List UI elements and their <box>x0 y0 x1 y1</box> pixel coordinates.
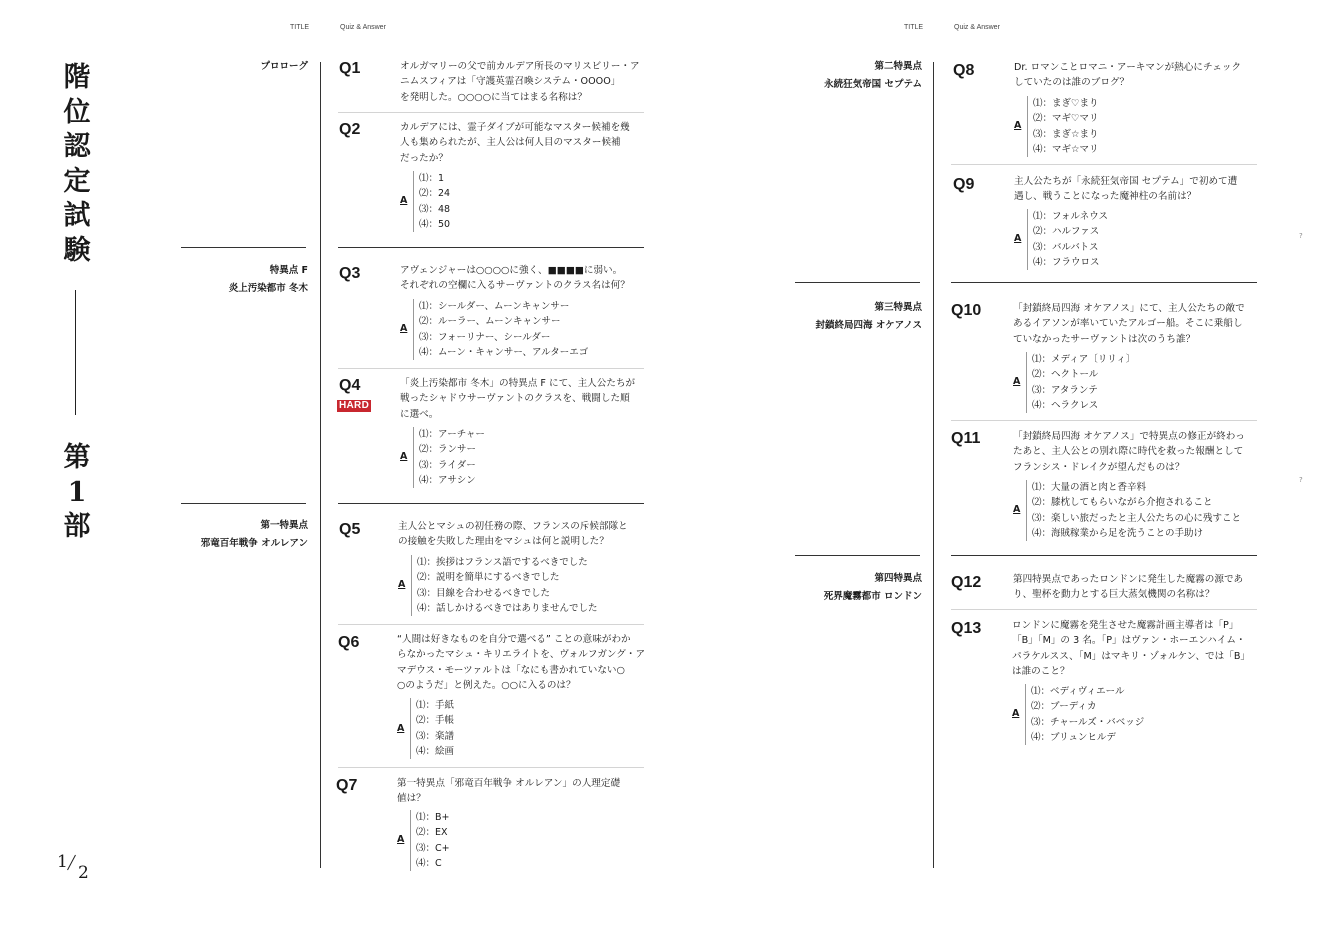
section-name: 封鎖終局四海 オケアノス <box>815 320 922 331</box>
question-text-line: ニムスフィアは「守護英霊召喚システム・OOOO」 <box>400 76 621 88</box>
section-label: 第一特異点 <box>260 520 308 531</box>
question-text <box>398 519 628 550</box>
question-text-line: を発明した。○○○○に当てはまる名称は？ <box>400 91 587 103</box>
answer-choices <box>1026 352 1135 413</box>
section-label: 第三特異点 <box>874 302 922 313</box>
answer-choice[interactable]: ⑵：ランサー <box>419 444 477 456</box>
section-line <box>951 555 1257 556</box>
answer-choice[interactable]: ⑵：ハルファス <box>1033 226 1100 238</box>
page-number-slash <box>67 855 76 870</box>
title-char: 第 <box>63 442 91 473</box>
answer-choice[interactable]: ⑴：大量の酒と肉と香辛料 <box>1032 482 1147 493</box>
question-text-line: に選べ。 <box>400 408 439 420</box>
question-text <box>397 632 645 693</box>
answer-choice[interactable]: ⑶：48 <box>419 203 451 215</box>
vertical-title-main <box>58 64 96 271</box>
answer-choice[interactable]: ⑷：C <box>416 857 442 869</box>
answer-choice[interactable]: ⑶：フォーリナー、シールダー <box>419 331 551 343</box>
answer-label: A <box>1014 120 1022 131</box>
header-subtitle-left: Quiz & Answer <box>340 24 386 31</box>
answer-choice[interactable]: ⑵：マギ♡マリ <box>1033 113 1099 125</box>
question-text-line: カルデアには、霊子ダイブが可能なマスター候補を幾 <box>400 122 630 133</box>
question-text-line: ロンドンに魔霧を発生させた魔霧計画主導者は「P」 <box>1012 620 1239 631</box>
section-line <box>181 503 306 504</box>
question-number: Q11 <box>951 430 981 447</box>
question-text-line: だったか？ <box>400 152 448 164</box>
section-name: 炎上汚染都市 冬木 <box>228 283 308 294</box>
question-text-line: あるイアソンが率いていたアルゴー船。そこに乗船し <box>1013 318 1243 330</box>
question-separator <box>338 112 644 113</box>
question-text <box>1014 60 1241 91</box>
section-title-orleans <box>180 517 308 553</box>
header-title-right: TITLE <box>904 24 924 31</box>
page-number-total: 2 <box>78 863 89 883</box>
question-text-line: パラケルスス、「M」はマキリ・ゾォルケン、では「B」 <box>1012 650 1251 662</box>
section-line <box>795 555 920 556</box>
answer-choice[interactable]: ⑷：絵画 <box>416 745 455 757</box>
question-text-line: 値は？ <box>397 793 426 805</box>
question-text <box>397 776 620 807</box>
answer-choice[interactable]: ⑴：B+ <box>416 812 450 823</box>
question-number: Q9 <box>953 176 975 193</box>
answer-choice[interactable]: ⑶：目線を合わせるべきでした <box>417 587 551 599</box>
answer-choices <box>410 698 454 759</box>
question-number: Q8 <box>953 62 975 79</box>
answer-choice[interactable]: ⑷：ブリュンヒルデ <box>1031 731 1116 743</box>
question-separator <box>338 624 644 625</box>
answer-choice[interactable]: ⑵：ルーラー、ムーンキャンサー <box>419 316 561 328</box>
question-text <box>400 263 630 294</box>
question-number: Q10 <box>951 302 982 319</box>
question-text-line: 「封鎖終局四海 オケアノス」で特異点の修正が終わっ <box>1013 431 1245 442</box>
answer-choice[interactable]: ⑴：アーチャー <box>419 429 485 440</box>
question-text-line: それぞれの空欄に入るサーヴァントのクラス名は何？ <box>400 280 630 292</box>
question-text <box>400 120 630 166</box>
question-text-line: フランシス・ドレイクが望んだものは？ <box>1013 461 1185 473</box>
answer-label: A <box>1013 504 1021 515</box>
question-text-line: たあと、主人公との別れ際に時代を救った報酬として <box>1013 446 1244 458</box>
answer-choice[interactable]: ⑷：アサシン <box>419 474 476 486</box>
answer-choices <box>413 171 450 232</box>
question-text <box>1013 301 1245 347</box>
answer-choice[interactable]: ⑵：手帳 <box>416 715 455 727</box>
answer-choice[interactable]: ⑴：ベディヴィエール <box>1031 686 1125 697</box>
question-text <box>1012 618 1250 679</box>
answer-choice[interactable]: ⑷：ヘラクレス <box>1032 399 1099 411</box>
margin-mark: ? <box>1299 476 1303 484</box>
answer-choice[interactable]: ⑷：話しかけるべきではありませんでした <box>417 602 598 614</box>
title-char: 1 <box>67 476 87 508</box>
answer-choice[interactable]: ⑶：楽譜 <box>416 730 455 742</box>
section-line <box>338 503 644 504</box>
title-char: 認 <box>63 131 91 162</box>
section-label: 特異点 F <box>269 265 308 276</box>
answer-choice[interactable]: ⑴：挨拶はフランス語でするべきでした <box>417 557 588 568</box>
section-label: 第四特異点 <box>874 573 922 584</box>
question-text <box>1014 174 1237 205</box>
title-char: 試 <box>63 200 91 231</box>
question-text <box>400 59 640 105</box>
answer-choices <box>411 555 598 616</box>
question-text-line: 「炎上汚染都市 冬木」の特異点 F にて、主人公たちが <box>400 378 636 389</box>
answer-label: A <box>400 195 408 206</box>
answer-label: A <box>398 579 406 590</box>
question-text-line: 主人公たちが「永続狂気帝国 セプテム」で初めて遭 <box>1014 176 1238 187</box>
question-text-line: の接触を失敗した理由をマシュは何と説明した？ <box>398 536 609 548</box>
question-text-line: 主人公とマシュの初任務の際、フランスの斥候部隊と <box>398 521 628 532</box>
section-name: 邪竜百年戦争 オルレアン <box>200 538 308 549</box>
answer-label: A <box>397 723 405 734</box>
question-number: Q13 <box>951 620 982 637</box>
question-number: Q6 <box>338 634 360 651</box>
section-title-fuyuki <box>180 262 308 298</box>
title-char: 定 <box>63 165 91 197</box>
question-text-line: マデウス・モーツァルトは「なにも書かれていない○ <box>397 664 625 676</box>
right-column-rule <box>933 62 934 868</box>
answer-choice[interactable]: ⑴：メディア〔リリィ〕 <box>1032 354 1136 365</box>
question-text-line: 第四特異点であったロンドンに発生した魔霧の源であ <box>1013 574 1244 585</box>
question-text-line: 「B」「M」の 3 名。「P」はヴァン・ホーエンハイム・ <box>1012 635 1246 647</box>
answer-choice[interactable]: ⑶：まぎ☆まり <box>1033 128 1099 140</box>
question-text-line: ていなかったサーヴァントは次のうち誰？ <box>1013 333 1196 345</box>
answer-label: A <box>400 323 408 334</box>
margin-mark: ? <box>1299 232 1303 240</box>
answer-choices <box>413 299 588 360</box>
answer-choices <box>1027 96 1099 157</box>
hard-badge: HARD <box>339 400 370 411</box>
question-text-line: オルガマリーの父で前カルデア所長のマリスビリー・ア <box>400 61 640 72</box>
answer-choice[interactable]: ⑴：シールダー、ムーンキャンサー <box>419 301 570 312</box>
question-number: Q3 <box>339 265 361 282</box>
answer-choice[interactable]: ⑵：EX <box>416 827 448 839</box>
title-char: 階 <box>63 62 91 93</box>
question-text <box>1013 429 1245 475</box>
question-text-line: らなかったマシュ・キリエライトを、ヴォルフガング・ア <box>397 649 646 661</box>
section-title-okeanos <box>794 299 922 335</box>
question-number: Q5 <box>339 521 361 538</box>
answer-choice[interactable]: ⑷：50 <box>419 218 451 230</box>
section-name: 死界魔霧都市 ロンドン <box>823 591 922 602</box>
question-number: Q4 <box>339 377 361 394</box>
answer-choice[interactable]: ⑵：ブーディカ <box>1031 701 1097 713</box>
answer-choice[interactable]: ⑷：マギ☆マリ <box>1033 143 1099 155</box>
answer-choices <box>410 810 450 871</box>
question-separator <box>338 368 644 369</box>
title-char: 験 <box>63 234 91 266</box>
answer-choice[interactable]: ⑴：フォルネウス <box>1033 211 1108 222</box>
answer-label: A <box>397 834 405 845</box>
answer-choice[interactable]: ⑶：チャールズ・バベッジ <box>1031 716 1145 728</box>
section-title-prologue <box>180 58 308 76</box>
vertical-title-part <box>58 444 96 548</box>
question-text-line: り、聖杯を動力とする巨大蒸気機関の名称は？ <box>1013 589 1215 601</box>
section-title-septem <box>794 58 922 94</box>
question-separator <box>951 609 1257 610</box>
question-text-line: ○のようだ」と例えた。○○に入るのは？ <box>397 679 576 691</box>
question-text-line: 「封鎖終局四海 オケアノス」にて、主人公たちの敵で <box>1013 303 1245 314</box>
answer-label: A <box>1012 708 1020 719</box>
answer-choice[interactable]: ⑵：説明を簡単にするべきでした <box>417 572 560 584</box>
left-column-rule <box>320 62 321 868</box>
question-separator <box>951 420 1257 421</box>
section-line <box>181 247 306 248</box>
answer-choice[interactable]: ⑴：手紙 <box>416 700 455 711</box>
question-text-line: 戦ったシャドウサーヴァントのクラスを、戦闘した順 <box>400 393 630 405</box>
question-text-line: 第一特異点「邪竜百年戦争 オルレアン」の人理定礎 <box>397 778 621 789</box>
answer-choice[interactable]: ⑴：まぎ♡まり <box>1033 98 1099 109</box>
title-char: 位 <box>63 96 91 128</box>
section-name: プロローグ <box>260 61 308 72</box>
question-number: Q12 <box>951 574 982 591</box>
answer-choice[interactable]: ⑷：ムーン・キャンサー、アルターエゴ <box>419 346 589 358</box>
answer-choices <box>1027 209 1108 270</box>
answer-choices <box>1025 684 1144 745</box>
question-number: Q7 <box>336 777 358 794</box>
page-number <box>55 850 99 884</box>
question-separator <box>338 767 644 768</box>
section-title-london <box>794 570 922 606</box>
section-name: 永続狂気帝国 セプテム <box>824 79 922 90</box>
answer-choices <box>1026 480 1241 541</box>
question-text-line: は誰のこと？ <box>1012 665 1070 677</box>
answer-choice[interactable]: ⑶：バルバトス <box>1033 241 1099 253</box>
answer-choice[interactable]: ⑶：アタランテ <box>1032 384 1098 396</box>
answer-choice[interactable]: ⑶：C+ <box>416 842 450 854</box>
answer-choice[interactable]: ⑵：膝枕してもらいながら介抱されること <box>1032 497 1213 509</box>
question-text-line: 人も集められたが、主人公は何人目のマスター候補 <box>400 137 621 149</box>
answer-choice[interactable]: ⑶：ライダー <box>419 459 476 471</box>
section-label: 第二特異点 <box>874 61 922 72</box>
header-title-left: TITLE <box>290 24 310 31</box>
question-text-line: “人間は好きなものを自分で選べる” ことの意味がわか <box>397 634 631 645</box>
answer-choice[interactable]: ⑷：フラウロス <box>1033 256 1100 268</box>
question-text-line: Dr. ロマンことロマニ・アーキマンが熱心にチェック <box>1014 62 1242 73</box>
title-char: 部 <box>63 511 91 542</box>
answer-label: A <box>1014 233 1022 244</box>
section-line <box>795 282 920 283</box>
title-divider <box>75 290 76 415</box>
section-line <box>951 282 1257 283</box>
answer-choices <box>413 427 485 488</box>
answer-label: A <box>1013 376 1021 387</box>
answer-choice[interactable]: ⑶：楽しい旅だったと主人公たちの心に残すこと <box>1032 512 1242 524</box>
question-text-line: していたのは誰のブログ？ <box>1014 77 1130 89</box>
answer-label: A <box>400 451 408 462</box>
answer-choice[interactable]: ⑵：ヘクトール <box>1032 369 1099 381</box>
question-number: Q1 <box>339 60 361 77</box>
answer-choice[interactable]: ⑷：海賊稼業から足を洗うことの手助け <box>1032 527 1204 539</box>
section-line <box>338 247 644 248</box>
question-number: Q2 <box>339 121 361 138</box>
answer-choice[interactable]: ⑵：24 <box>419 188 451 200</box>
answer-choice[interactable]: ⑴：1 <box>419 173 445 184</box>
question-separator <box>951 164 1257 165</box>
header-subtitle-right: Quiz & Answer <box>954 24 1000 31</box>
question-text-line: アヴェンジャーは○○○○に強く、■■■■に弱い。 <box>400 265 623 276</box>
question-text-line: 遇し、戦うことになった魔神柱の名前は？ <box>1014 191 1197 203</box>
question-text <box>1013 572 1243 603</box>
page-number-current: 1 <box>57 852 68 872</box>
question-text <box>400 376 635 422</box>
